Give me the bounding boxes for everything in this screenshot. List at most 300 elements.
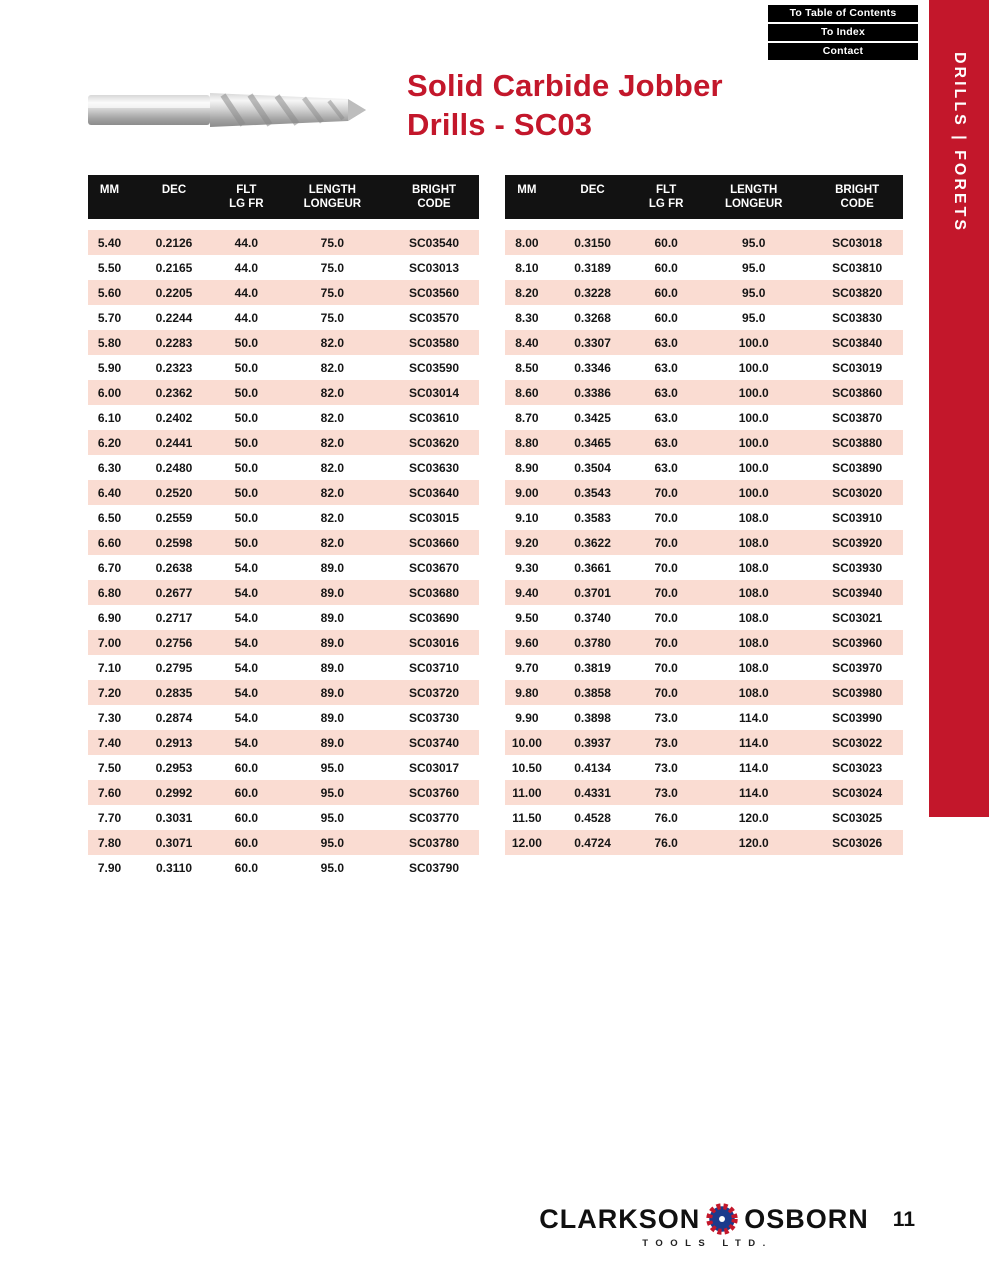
table-cell: 70.0 [654,685,678,700]
table-cell: 54.0 [234,660,259,675]
table-cell: SC03810 [832,260,883,275]
table-cell: 0.2598 [155,535,193,550]
table-cell: SC03560 [408,285,460,300]
brand-osborn: OSBORN [744,1203,869,1234]
table-cell: 9.20 [515,535,539,550]
table-row [88,255,479,280]
table-cell: 11.00 [512,785,542,800]
table-cell: SC03780 [408,835,460,850]
table-cell: 6.80 [97,585,122,600]
table-cell: SC03610 [408,410,460,425]
table-cell: 7.10 [97,660,122,675]
table-row [505,780,903,805]
table-cell: 108.0 [738,510,769,525]
table-cell: 70.0 [654,485,678,500]
table-cell: 7.70 [97,810,122,825]
table-cell: 7.40 [97,735,122,750]
table-cell: 95.0 [320,860,345,875]
table-cell: 60.0 [234,760,259,775]
table-cell: 54.0 [234,685,259,700]
table-cell: 0.2205 [155,285,193,300]
table-cell: 5.50 [97,260,122,275]
table-row [88,530,479,555]
table-cell: 70.0 [654,660,678,675]
col-header-length: LENGTH LONGEUR [303,184,362,210]
table-row [505,505,903,530]
table-cell: 9.60 [515,635,539,650]
table-cell: 12.00 [511,835,542,850]
table-cell: 0.3465 [574,435,611,450]
brand-clarkson: CLARKSON [539,1203,701,1234]
table-cell: 82.0 [320,335,345,350]
table-cell: 95.0 [320,835,345,850]
table-cell: 108.0 [738,685,769,700]
table-cell: SC03720 [408,685,460,700]
table-cell: 7.30 [97,710,122,725]
table-body [505,230,903,855]
table-cell: 100.0 [738,385,769,400]
table-row [505,705,903,730]
table-cell: 70.0 [654,560,678,575]
table-cell: 100.0 [738,460,769,475]
nav-link-contact[interactable]: Contact [768,43,918,60]
table-cell: SC03640 [408,485,460,500]
table-cell: SC03020 [832,485,883,500]
table-row [88,780,479,805]
table-cell: 7.00 [97,635,122,650]
table-cell: 54.0 [234,735,259,750]
table-cell: 0.2559 [155,510,193,525]
table-cell: 7.90 [97,860,122,875]
table-cell: 0.3898 [574,710,611,725]
table-cell: 63.0 [654,435,678,450]
table-cell: 0.3583 [574,510,611,525]
table-cell: SC03980 [832,685,883,700]
table-cell: 54.0 [234,635,259,650]
table-cell: 63.0 [654,410,678,425]
table-cell: 8.40 [515,335,539,350]
table-cell: 9.00 [515,485,539,500]
table-cell: 0.3268 [574,310,611,325]
table-row [88,580,479,605]
table-cell: 75.0 [320,235,345,250]
table-cell: 50.0 [234,410,259,425]
table-cell: SC03890 [832,460,883,475]
drill-table-right [505,175,903,855]
page-title-line1: Solid Carbide Jobber [407,68,723,103]
table-cell: SC03930 [832,560,883,575]
table-cell: SC03910 [832,510,883,525]
table-cell: 0.4724 [574,835,611,850]
table-row [88,505,479,530]
table-header [505,175,903,219]
table-cell: SC03019 [832,360,883,375]
table-cell: SC03570 [408,310,460,325]
table-row [88,330,479,355]
table-cell: 0.2323 [155,360,193,375]
table-cell: 100.0 [738,360,769,375]
table-cell: 0.2795 [155,660,193,675]
table-cell: 5.60 [97,285,122,300]
table-cell: 0.2244 [155,310,193,325]
table-cell: 0.3386 [574,385,611,400]
col-header-mm: MM [99,184,120,196]
table-cell: 95.0 [742,260,766,275]
table-cell: 5.40 [97,235,122,250]
table-cell: 50.0 [234,335,259,350]
table-cell: 82.0 [320,435,345,450]
table-cell: 8.60 [515,385,539,400]
table-cell: SC03013 [408,260,460,275]
table-row [88,730,479,755]
table-cell: SC03970 [832,660,883,675]
table-cell: 6.10 [97,410,122,425]
table-cell: 0.2677 [155,585,193,600]
table-cell: 0.3071 [155,835,193,850]
nav-link-table-of-contents[interactable]: To Table of Contents [768,5,918,22]
table-cell: 9.70 [515,660,539,675]
table-row [505,730,903,755]
table-cell: 0.2913 [155,735,193,750]
table-cell: 82.0 [320,535,345,550]
table-cell: 82.0 [320,485,345,500]
brand-subtitle: TOOLS LTD. [642,1238,773,1249]
table-row [88,805,479,830]
table-cell: 11.50 [512,810,542,825]
table-cell: 89.0 [320,585,345,600]
col-header-dec: DEC [580,184,605,196]
table-cell: 89.0 [320,735,345,750]
table-cell: 0.2283 [155,335,193,350]
table-cell: 0.3228 [574,285,611,300]
table-cell: 5.90 [97,360,122,375]
table-cell: 75.0 [320,260,345,275]
table-row [505,680,903,705]
table-row [505,630,903,655]
table-cell: 9.80 [515,685,539,700]
table-row [505,430,903,455]
table-cell: 44.0 [234,260,259,275]
nav-links [768,5,918,62]
table-cell: 73.0 [654,735,678,750]
table-cell: 114.0 [739,710,769,725]
table-row [505,355,903,380]
table-cell: 9.30 [515,560,539,575]
table-row [505,830,903,855]
table-cell: 0.3661 [574,560,611,575]
table-cell: 54.0 [234,710,259,725]
table-row [88,630,479,655]
table-cell: 70.0 [654,585,678,600]
table-cell: 95.0 [742,285,766,300]
table-cell: SC03920 [832,535,883,550]
table-row [505,805,903,830]
table-cell: 108.0 [738,535,769,550]
table-cell: 114.0 [739,785,769,800]
table-row [88,755,479,780]
table-cell: SC03690 [408,610,460,625]
table-cell: 10.00 [511,735,542,750]
table-cell: SC03880 [832,435,883,450]
table-row [88,555,479,580]
col-header-flt: FLT LG FR [648,184,684,210]
table-cell: 0.2953 [155,760,193,775]
table-row [505,230,903,255]
table-cell: 0.3780 [574,635,611,650]
table-cell: 108.0 [738,560,769,575]
table-cell: 0.3740 [574,610,611,625]
table-cell: 0.3425 [574,410,611,425]
table-cell: SC03730 [408,710,460,725]
table-cell: 100.0 [738,435,769,450]
table-cell: 82.0 [320,460,345,475]
table-cell: 0.3150 [574,235,611,250]
table-cell: 60.0 [654,235,678,250]
table-cell: 76.0 [654,835,678,850]
table-cell: 6.40 [97,485,122,500]
table-cell: SC03660 [408,535,460,550]
table-cell: SC03790 [408,860,460,875]
table-row [88,655,479,680]
table-cell: 0.3346 [574,360,611,375]
table-cell: 75.0 [320,310,345,325]
table-cell: 82.0 [320,360,345,375]
page-number: 11 [892,1208,915,1231]
table-row [505,655,903,680]
table-cell: 0.2520 [155,485,193,500]
table-cell: SC03870 [832,410,883,425]
table-cell: 0.2165 [155,260,193,275]
table-row [88,305,479,330]
table-row [88,855,479,880]
gear-logo-icon [705,1202,739,1236]
col-header-length: LENGTH LONGEUR [724,184,783,210]
table-row [88,480,479,505]
table-cell: 9.50 [515,610,539,625]
table-cell: 75.0 [320,285,345,300]
table-cell: 0.3189 [574,260,611,275]
table-cell: 50.0 [234,360,259,375]
table-cell: SC03022 [832,735,883,750]
table-row [505,405,903,430]
table-cell: 7.50 [97,760,122,775]
table-cell: 8.80 [515,435,539,450]
table-cell: 63.0 [654,460,678,475]
table-cell: 70.0 [654,610,678,625]
table-cell: 100.0 [738,335,769,350]
table-cell: 50.0 [234,385,259,400]
table-row [88,380,479,405]
col-header-bright: BRIGHT CODE [835,184,880,210]
table-row [505,555,903,580]
table-cell: 89.0 [320,560,345,575]
table-cell: 60.0 [234,810,259,825]
table-cell: 60.0 [234,860,259,875]
table-cell: 10.50 [511,760,542,775]
table-row [505,330,903,355]
table-cell: 50.0 [234,485,259,500]
table-cell: 7.60 [97,785,122,800]
table-cell: 0.3937 [574,735,611,750]
table-cell: 0.3307 [574,335,611,350]
table-cell: 63.0 [654,335,678,350]
table-cell: 73.0 [654,710,678,725]
table-cell: 54.0 [234,585,259,600]
table-cell: 6.70 [97,560,122,575]
table-cell: SC03820 [832,285,883,300]
table-cell: 95.0 [742,310,766,325]
table-cell: 6.50 [97,510,122,525]
table-cell: 8.00 [515,235,539,250]
table-cell: 5.70 [97,310,122,325]
table-cell: 0.3701 [574,585,611,600]
table-cell: 8.90 [515,460,539,475]
table-cell: SC03580 [408,335,460,350]
table-cell: 9.10 [515,510,539,525]
table-cell: SC03840 [832,335,883,350]
table-cell: 60.0 [654,310,678,325]
table-cell: SC03015 [408,510,460,525]
table-cell: 0.2874 [155,710,193,725]
table-cell: 60.0 [654,260,678,275]
table-cell: 0.3504 [574,460,611,475]
table-cell: 6.00 [97,385,122,400]
brand-footer [528,1202,880,1249]
table-cell: 44.0 [234,285,259,300]
table-cell: SC03670 [408,560,460,575]
table-cell: 89.0 [320,635,345,650]
table-cell: 5.80 [97,335,122,350]
table-cell: 8.10 [515,260,539,275]
table-cell: 6.90 [97,610,122,625]
table-row [88,280,479,305]
table-row [88,455,479,480]
table-cell: 54.0 [234,560,259,575]
table-cell: 0.4134 [574,760,611,775]
table-header [88,175,479,219]
col-header-dec: DEC [161,184,187,196]
table-cell: 0.3819 [574,660,611,675]
table-row [505,605,903,630]
table-cell: 82.0 [320,510,345,525]
table-cell: SC03830 [832,310,883,325]
table-cell: 0.3858 [574,685,611,700]
drill-table-left [88,175,479,880]
table-cell: SC03770 [408,810,460,825]
table-cell: 7.80 [97,835,122,850]
table-cell: SC03023 [832,760,883,775]
table-row [88,605,479,630]
table-cell: SC03760 [408,785,460,800]
table-cell: 9.90 [515,710,539,725]
table-cell: 120.0 [738,835,769,850]
table-cell: 76.0 [654,810,678,825]
table-cell: SC03016 [408,635,460,650]
drill-bit-photo [85,55,375,165]
table-cell: 70.0 [654,635,678,650]
table-cell: SC03590 [408,360,460,375]
table-cell: SC03026 [832,835,883,850]
table-cell: 95.0 [320,760,345,775]
table-cell: 73.0 [654,785,678,800]
table-cell: 0.3031 [155,810,193,825]
table-row [88,680,479,705]
table-cell: 9.40 [515,585,539,600]
table-cell: 70.0 [654,510,678,525]
table-cell: 60.0 [654,285,678,300]
table-cell: 6.20 [97,435,122,450]
table-cell: SC03940 [832,585,883,600]
nav-link-index[interactable]: To Index [768,24,918,41]
col-header-mm: MM [517,184,537,196]
table-cell: SC03630 [408,460,460,475]
page-title [407,66,723,144]
table-cell: 50.0 [234,510,259,525]
table-cell: 82.0 [320,385,345,400]
table-cell: 0.2480 [155,460,193,475]
table-cell: 60.0 [234,785,259,800]
section-tab-label: DRILLS | FORETS [951,52,968,234]
table-cell: 89.0 [320,685,345,700]
table-row [505,305,903,330]
table-cell: 50.0 [234,535,259,550]
table-cell: 8.70 [515,410,539,425]
table-row [505,755,903,780]
table-cell: 114.0 [739,760,769,775]
table-cell: 73.0 [654,760,678,775]
table-cell: SC03025 [832,810,883,825]
table-cell: 8.20 [515,285,539,300]
col-header-bright: BRIGHT CODE [411,184,457,210]
table-row [505,280,903,305]
table-cell: 95.0 [742,235,766,250]
table-cell: 6.30 [97,460,122,475]
table-cell: SC03740 [408,735,460,750]
table-cell: 82.0 [320,410,345,425]
table-cell: 0.2756 [155,635,193,650]
table-cell: 0.3543 [574,485,611,500]
page-title-line2: Drills - SC03 [407,107,593,142]
table-cell: 89.0 [320,610,345,625]
table-row [505,580,903,605]
table-cell: SC03680 [408,585,460,600]
table-cell: 114.0 [739,735,769,750]
table-cell: 63.0 [654,360,678,375]
table-cell: 0.2717 [155,610,193,625]
section-tab-drills-forets [929,0,989,817]
table-cell: 70.0 [654,535,678,550]
table-cell: 63.0 [654,385,678,400]
table-cell: 89.0 [320,710,345,725]
table-row [505,480,903,505]
table-cell: SC03018 [832,235,883,250]
table-cell: 50.0 [234,435,259,450]
table-cell: 44.0 [234,310,259,325]
table-cell: 108.0 [738,635,769,650]
table-cell: 89.0 [320,660,345,675]
table-cell: 0.4528 [574,810,611,825]
table-row [88,355,479,380]
table-cell: 0.2835 [155,685,193,700]
table-cell: 0.3622 [574,535,611,550]
table-cell: SC03620 [408,435,460,450]
table-cell: 108.0 [738,660,769,675]
table-row [88,230,479,255]
table-row [88,430,479,455]
table-cell: 8.50 [515,360,539,375]
table-row [505,380,903,405]
table-cell: SC03017 [408,760,460,775]
